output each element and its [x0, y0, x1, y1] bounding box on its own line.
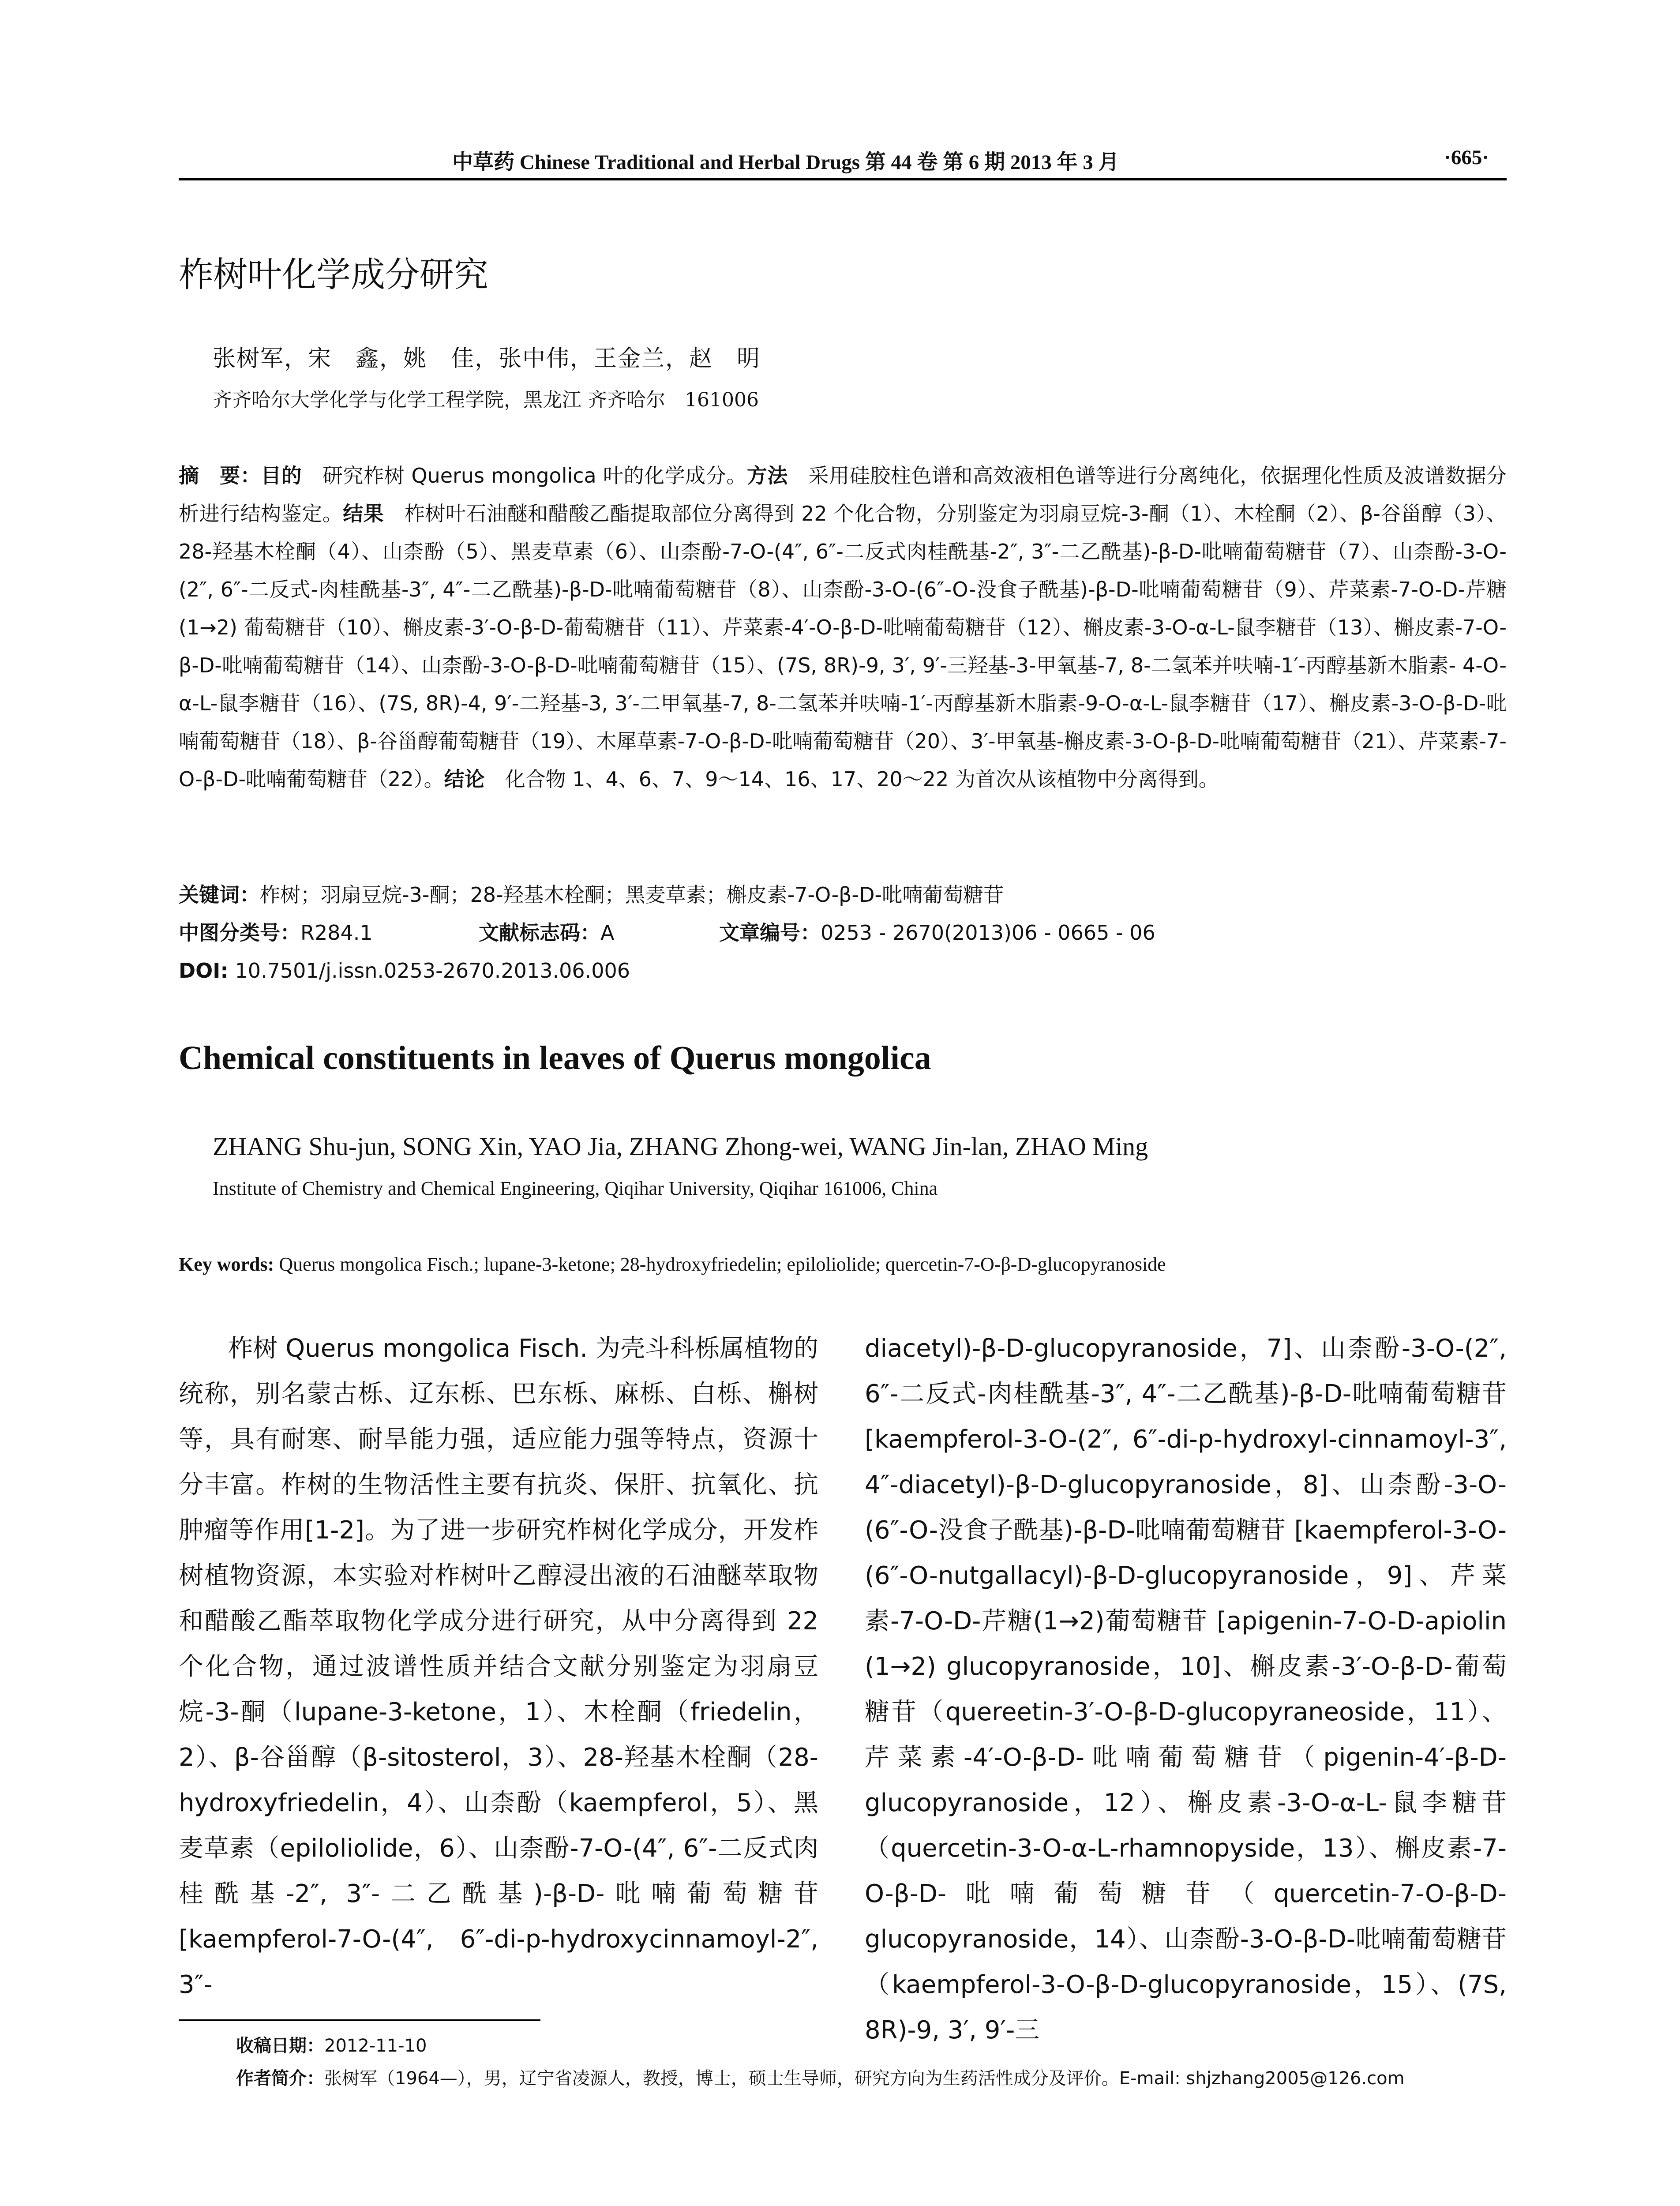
english-keywords-label: Key words: [179, 1253, 274, 1275]
doi-line [179, 952, 630, 990]
page-number: ·665· [1444, 146, 1489, 169]
clc-label: 中图分类号： [179, 921, 300, 945]
objective-text: 研究柞树 Querus mongolica 叶的化学成分。 [322, 464, 747, 488]
english-keywords-text: Querus mongolica Fisch.; lupane-3-ketone; 28-hydroxyfriedelin; epiloliolide; quercetin-7-O-β-D-glucopyranoside [279, 1253, 1166, 1275]
doc-code-value: A [600, 921, 615, 945]
author-bio-text: 张树军（1964—），男，辽宁省凌源人，教授，博士，硕士生导师，研究方向为生药活性成分及评价。E-mail: shjzhang2005@126.com [324, 2068, 1405, 2089]
header-divider [179, 178, 1507, 180]
abstract-label: 摘 要： [179, 464, 261, 488]
english-keywords [179, 1253, 1166, 1276]
received-date [236, 2030, 1405, 2062]
body-column-right [865, 1326, 1507, 2053]
chinese-title: 柞树叶化学成分研究 [179, 255, 489, 295]
methods-text: 采用硅胶柱色谱和高效液相色谱等进行分离纯化，依据理化性质及波谱数据分析进行结构鉴定。 [179, 464, 1507, 525]
footnotes [236, 2030, 1405, 2095]
received-label: 收稿日期： [236, 2036, 324, 2056]
english-affiliation: Institute of Chemistry and Chemical Engineering, Qiqihar University, Qiqihar 161006, China [213, 1178, 938, 1199]
running-header [179, 146, 1507, 177]
journal-info: 中草药 Chinese Traditional and Herbal Drugs 第 44 卷 第 6 期 2013 年 3 月 [452, 151, 1119, 174]
conclusion-label: 结论 [444, 767, 485, 791]
chinese-affiliation: 齐齐哈尔大学化学与化学工程学院，黑龙江 齐齐哈尔 161006 [213, 389, 759, 411]
objective-label: 目的 [261, 464, 302, 488]
english-authors: ZHANG Shu-jun, SONG Xin, YAO Jia, ZHANG Zhong-wei, WANG Jin-lan, ZHAO Ming [213, 1132, 1148, 1161]
doc-code-label: 文献标志码： [479, 921, 600, 945]
results-label: 结果 [343, 502, 384, 525]
chinese-keywords [179, 876, 1004, 914]
author-bio [236, 2062, 1405, 2095]
chinese-abstract [179, 457, 1507, 798]
english-title: Chemical constituents in leaves of Querus mongolica [179, 1039, 931, 1077]
chinese-authors: 张树军，宋 鑫，姚 佳，张中伟，王金兰，赵 明 [213, 345, 761, 372]
results-text: 柞树叶石油醚和醋酸乙酯提取部位分离得到 22 个化合物，分别鉴定为羽扇豆烷-3-酮（1）、木栓酮（2）、β-谷甾醇（3）、28-羟基木栓酮（4）、山柰酚（5）、黑麦草素（6）、山柰酚-7-O-(4″, 6″-二反式肉桂酰基-2″, 3″-二乙酰基)-β-D-吡喃葡萄糖苷（7）、山柰酚-3-O-(2″, 6″-二反式-肉桂酰基-3″, 4″-二乙酰基)-β-D-吡喃葡萄糖苷（8）、山柰酚-3-O-(6″-O-没食子酰基)-β-D-吡喃葡萄糖苷（9）、芹菜素-7-O-D-芹糖 (1→2) 葡萄糖苷（10）、槲皮素-3′-O-β-D-葡萄糖苷（11）、芹菜素-4′-O-β-D-吡喃葡萄糖苷（12）、槲皮素-3-O-α-L-鼠李糖苷（13）、槲皮素-7-O-β-D-吡喃葡萄糖苷（14）、山柰酚-3-O-β-D-吡喃葡萄糖苷（15）、(7S, 8R)-9, 3′, 9′-三羟基-3-甲氧基-7, 8-二氢苯并呋喃-1′-丙醇基新木脂素- 4-O-α-L-鼠李糖苷（16）、(7S, 8R)-4, 9′-二羟基-3, 3′-二甲氧基-7, 8-二氢苯并呋喃-1′-丙醇基新木脂素-9-O-α-L-鼠李糖苷（17）、槲皮素-3-O-β-D-吡喃葡萄糖苷（18）、β-谷甾醇葡萄糖苷（19）、木犀草素-7-O-β-D-吡喃葡萄糖苷（20）、3′-甲氧基-槲皮素-3-O-β-D-吡喃葡萄糖苷（21）、芹菜素-7-O-β-D-吡喃葡萄糖苷（22）。 [179, 502, 1507, 791]
body-column-left [179, 1326, 818, 2007]
received-value: 2012-11-10 [324, 2036, 427, 2056]
classification-line [179, 914, 1282, 952]
keywords-label: 关键词： [179, 883, 260, 907]
author-bio-label: 作者简介： [236, 2068, 324, 2089]
body-paragraph: 柞树 Querus mongolica Fisch. 为壳斗科栎属植物的统称，别名蒙古栎、辽东栎、巴东栎、麻栎、白栎、槲树等，具有耐寒、耐旱能力强，适应能力强等特点，资源十分丰富。柞树的生物活性主要有抗炎、保肝、抗氧化、抗肿瘤等作用[1-2]。为了进一步研究柞树化学成分，开发柞树植物资源，本实验对柞树叶乙醇浸出液的石油醚萃取物和醋酸乙酯萃取物化学成分进行研究，从中分离得到 22 个化合物，通过波谱性质并结合文献分别鉴定为羽扇豆烷-3-酮（lupane-3-ketone，1）、木栓酮（friedelin，2）、β-谷甾醇（β-sitosterol，3）、28-羟基木栓酮（28-hydroxyfriedelin，4）、山柰酚（kaempferol，5）、黑麦草素（epiloliolide，6）、山柰酚-7-O-(4″, 6″-二反式肉桂酰基-2″, 3″-二乙酰基)-β-D-吡喃葡萄糖苷 [kaempferol-7-O-(4″, 6″-di-p-hydroxycinnamoyl-2″, 3″- [179, 1334, 818, 1999]
doi-label: DOI: [179, 959, 229, 983]
clc-value: R284.1 [300, 921, 373, 945]
doi-value: 10.7501/j.issn.0253-2670.2013.06.006 [235, 959, 630, 983]
methods-label: 方法 [746, 464, 788, 488]
article-no-label: 文章编号： [719, 921, 821, 945]
footnote-divider [179, 2019, 540, 2021]
body-paragraph-continued: diacetyl)-β-D-glucopyranoside，7]、山柰酚-3-O-(2″, 6″-二反式-肉桂酰基-3″, 4″-二乙酰基)-β-D-吡喃葡萄糖苷 [kaempferol-3-O-(2″, 6″-di-p-hydroxyl-cinnamoyl-3″, 4″-diacetyl)-β-D-glucopyranoside，8]、山柰酚-3-O-(6″-O-没食子酰基)-β-D-吡喃葡萄糖苷 [kaempferol-3-O-(6″-O-nutgallacyl)-β-D-glucopyranoside，9]、芹菜素-7-O-D-芹糖(1→2)葡萄糖苷 [apigenin-7-O-D-apiolin (1→2) glucopyranoside，10]、槲皮素-3′-O-β-D-葡萄糖苷（quereetin-3′-O-β-D-glucopyraneoside，11）、芹菜素-4′-O-β-D-吡喃葡萄糖苷（pigenin-4′-β-D-glucopyranoside，12）、槲皮素-3-O-α-L-鼠李糖苷（quercetin-3-O-α-L-rhamnopyside，13）、槲皮素-7-O-β-D-吡喃葡萄糖苷（quercetin-7-O-β-D-glucopyranoside，14）、山柰酚-3-O-β-D-吡喃葡萄糖苷（kaempferol-3-O-β-D-glucopyranoside，15）、(7S, 8R)-9, 3′, 9′-三 [865, 1334, 1507, 2045]
conclusion-text: 化合物 1、4、6、7、9～14、16、17、20～22 为首次从该植物中分离得到。 [505, 767, 1219, 791]
keywords-text: 柞树；羽扇豆烷-3-酮；28-羟基木栓酮；黑麦草素；槲皮素-7-O-β-D-吡喃葡萄糖苷 [260, 883, 1004, 907]
article-no-value: 0253 - 2670(2013)06 - 0665 - 06 [821, 921, 1155, 945]
